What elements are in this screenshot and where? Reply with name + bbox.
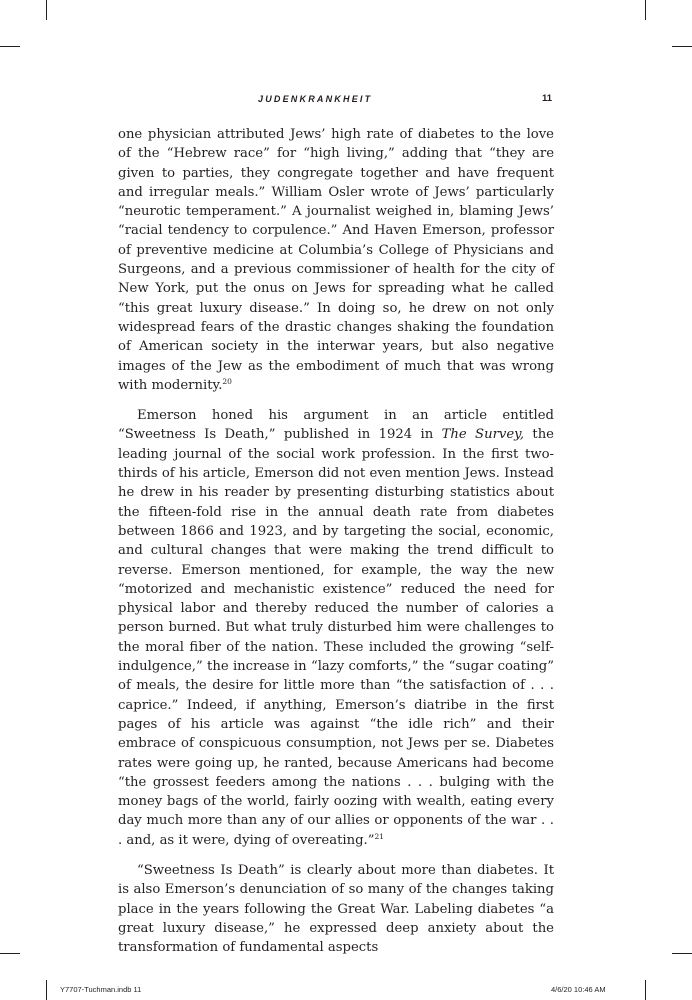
date-slug: 4/6/20 10:46 AM [551,985,606,994]
crop-mark-bottom-left [46,980,47,1000]
crop-mark-top-right [645,0,646,20]
paragraph-text: Emerson honed his argument in an article entitled “Sweetness Is Death,” published in 1924 in [118,408,554,443]
crop-mark-left-top [0,46,20,47]
paragraph-text: one physician attributed Jews’ high rate of diabetes to the love of the “Hebrew race” for “high living,” adding that “they are given to parties, they congregate together and have frequent and irregular meals.” William Osler wrote of Jews’ particularly “neurotic temperament.” A journalist weighed in, blaming Jews’ “racial tendency to corpulence.” And Haven Emerson, professor of preventive medicine at Columbia’s College of Physicians and Surgeons, and a previous commissioner of health for the city of New York, put the onus on Jews for spreading what he called “this great luxury disease.” In doing so, he drew on not only widespread fears of the drastic changes shaking the foundation of American society in the interwar years, but also negative images of the Jew as the embodiment of much that was wrong with modernity. [118,127,554,393]
crop-mark-right-bottom [672,953,692,954]
paragraph [118,125,554,395]
paragraph [118,406,554,850]
running-head: JUDENKRANKHEIT [258,94,373,104]
journal-title: The Survey, [441,427,525,443]
paragraph-text: the leading journal of the social work profession. In the first two-thirds of his article, Emerson did not even mention Jews. Instead he drew in his reader by presenting disturbing statistics about the fifteen-fold rise in the annual death rate from diabetes between 1866 and 1923, and by targeting the social, economic, and cultural changes that were making the trend difficult to reverse. Emerson mentioned, for example, the way the new “motorized and mechanistic existence” reduced the need for physical labor and thereby reduced the number of calories a person burned. But what truly disturbed him were challenges to the moral fiber of the nation. These included the growing “self-indulgence,” the increase in “lazy comforts,” the “sugar coating” of meals, the desire for little more than “the satisfaction of . . . caprice.” Indeed, if anything, Emerson’s diatribe in the first pages of his article was against “the idle rich” and their embrace of conspicuous consumption, not Jews per se. Diabetes rates were going up, he ranted, because Americans had become “the grossest feeders among the nations . . . bulging with the money bags of the world, fairly oozing with wealth, eating every day much more than any of our allies or opponents of the war . . . and, as it were, dying of overeating.” [118,427,554,848]
footnote-reference: 20 [222,376,232,386]
body-text [118,125,554,957]
crop-mark-left-bottom [0,953,20,954]
paragraph-text: “Sweetness Is Death” is clearly about more than diabetes. It is also Emerson’s denunciation of so many of the changes taking place in the years following the Great War. Labeling diabetes “a great luxury disease,” he expressed deep anxiety about the transformation of fundamental aspects [118,862,554,956]
crop-mark-bottom-right [645,980,646,1000]
crop-mark-right-top [672,46,692,47]
crop-mark-top-left [46,0,47,20]
footnote-reference: 21 [374,831,385,841]
paragraph [118,861,554,957]
page-number: 11 [542,93,553,104]
file-slug: Y7707-Tuchman.indb 11 [60,985,142,994]
